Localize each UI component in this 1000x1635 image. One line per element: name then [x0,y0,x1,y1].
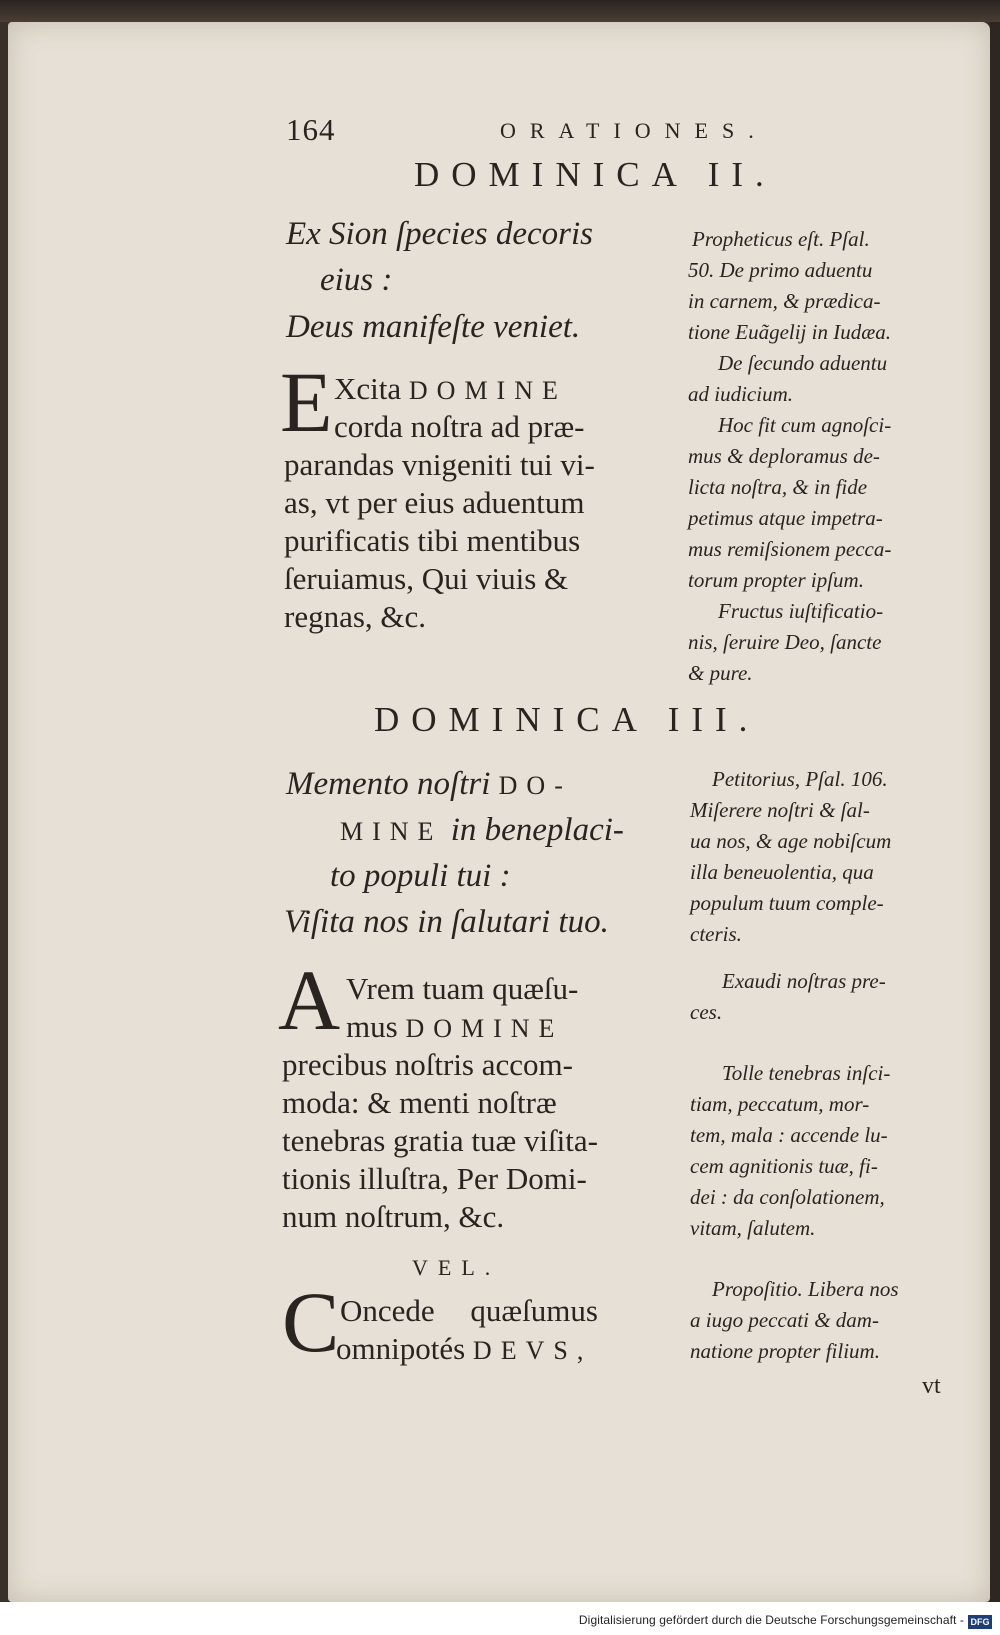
domine-small-caps: DOMINE [408,376,567,405]
margin-note-line: ces. [690,1000,723,1024]
prayer-line: regnas, &c. [284,599,427,634]
footer-credit-text: Digitalisierung gefördert durch die Deutsche Forschungsgemeinschaft - [578,1613,964,1627]
section-heading-dominica-ii: DOMINICA II. [414,155,776,194]
margin-note-line: illa beneuolentia, qua [690,860,874,884]
margin-note-line: Tolle tenebras inſci- [722,1061,891,1085]
domine-small-caps: MINE [340,817,443,846]
margin-note-line: & pure. [688,661,753,685]
margin-note-line: licta noſtra, & in fide [688,475,868,499]
verse-line: eius : [320,262,393,298]
margin-note-line: mus remiſsionem pecca- [688,537,892,561]
prayer-line: moda: & menti noſtræ [282,1085,557,1120]
domine-small-caps: DOMINE [405,1014,564,1043]
margin-note-line: petimus atque impetra- [688,506,883,530]
prayer-text: omnipotés [336,1331,466,1366]
margin-note-line: tem, mala : accende lu- [690,1123,888,1147]
prayer-line: num noſtrum, &c. [282,1199,505,1234]
prayer-line: Vrem tuam quæſu- [346,971,579,1006]
drop-cap: E [280,354,333,450]
margin-note-line: Petitorius, Pſal. 106. [712,767,888,791]
margin-note-line: cteris. [690,922,742,946]
digitization-footer [0,1602,1000,1635]
deus-small-caps: DEVS, [472,1336,593,1365]
margin-note-line: a iugo peccati & dam- [690,1308,879,1332]
verse-line: to populi tui : [330,858,511,894]
verse-text: Memento noſtri [286,766,491,802]
margin-note-line: torum propter ipſum. [688,568,864,592]
margin-note-line: 50. De primo aduentu [688,258,873,282]
verse-line: Deus manifeſte veniet. [286,309,581,345]
margin-note-line: nis, ſeruire Deo, ſancte [688,630,882,654]
prayer-line: parandas vnigeniti tui vi- [284,447,595,482]
margin-note-line: dei : da conſolationem, [690,1185,885,1209]
scan-right-edge [990,22,1000,1612]
margin-note-line: Fructus iuſtificatio- [718,599,884,623]
prayer-line: Oncede quæſumus [340,1293,598,1328]
verse-text: in beneplaci- [450,812,624,848]
prayer-line: precibus noſtris accom- [282,1047,573,1082]
verse-line: Ex Sion ſpecies decoris [286,216,593,252]
prayer-line: ſeruiamus, Qui viuis & [284,561,569,596]
catchword: vt [922,1373,941,1399]
margin-note-line: cem agnitionis tuæ, fi- [690,1154,878,1178]
prayer-line [346,1008,563,1048]
drop-cap: A [278,952,341,1048]
vel-label: VEL. [412,1255,501,1280]
prayer-line [334,370,567,410]
margin-note-line: ad iudicium. [688,382,793,406]
scan-top-edge [0,0,1000,22]
margin-note-line: Exaudi noſtras pre- [722,969,886,993]
prayer-line [336,1330,592,1370]
margin-note-line: populum tuum comple- [690,891,884,915]
margin-note-line: De ſecundo aduentu [718,351,888,375]
verse-line [286,762,572,808]
dfg-logo: DFG [968,1615,992,1629]
verse-line [340,808,624,854]
margin-note-line: Propheticus eſt. Pſal. [692,227,870,251]
prayer-text: Xcita [334,371,402,406]
margin-note-line: ua nos, & age nobiſcum [690,829,892,853]
margin-note-line: Hoc fit cum agnoſci- [718,413,892,437]
page-number: 164 [286,112,336,147]
running-title: ORATIONES. [500,118,768,143]
margin-note-line: in carnem, & prædica- [688,289,881,313]
prayer-line: as, vt per eius aduentum [284,485,585,520]
margin-note-line: tiam, peccatum, mor- [690,1092,870,1116]
section-heading-dominica-iii: DOMINICA III. [374,700,760,739]
prayer-text: mus [346,1009,398,1044]
margin-note-line: vitam, ſalutem. [690,1216,816,1240]
margin-note-line: Propoſitio. Libera nos [712,1277,899,1301]
prayer-line: purificatis tibi mentibus [284,523,581,558]
domine-small-caps: DO- [498,771,572,800]
drop-cap: C [282,1274,340,1370]
prayer-line: tionis illuſtra, Per Domi- [282,1161,587,1196]
margin-note-line: Miſerere noſtri & ſal- [690,798,870,822]
margin-note-line: tione Euãgelij in Iudæa. [688,320,891,344]
margin-note-line: natione propter filium. [690,1339,880,1363]
margin-note-line: mus & deploramus de- [688,444,880,468]
prayer-line: tenebras gratia tuæ viſita- [282,1123,598,1158]
verse-line: Viſita nos in ſalutari tuo. [284,904,609,940]
prayer-line: corda noſtra ad præ- [334,409,585,444]
